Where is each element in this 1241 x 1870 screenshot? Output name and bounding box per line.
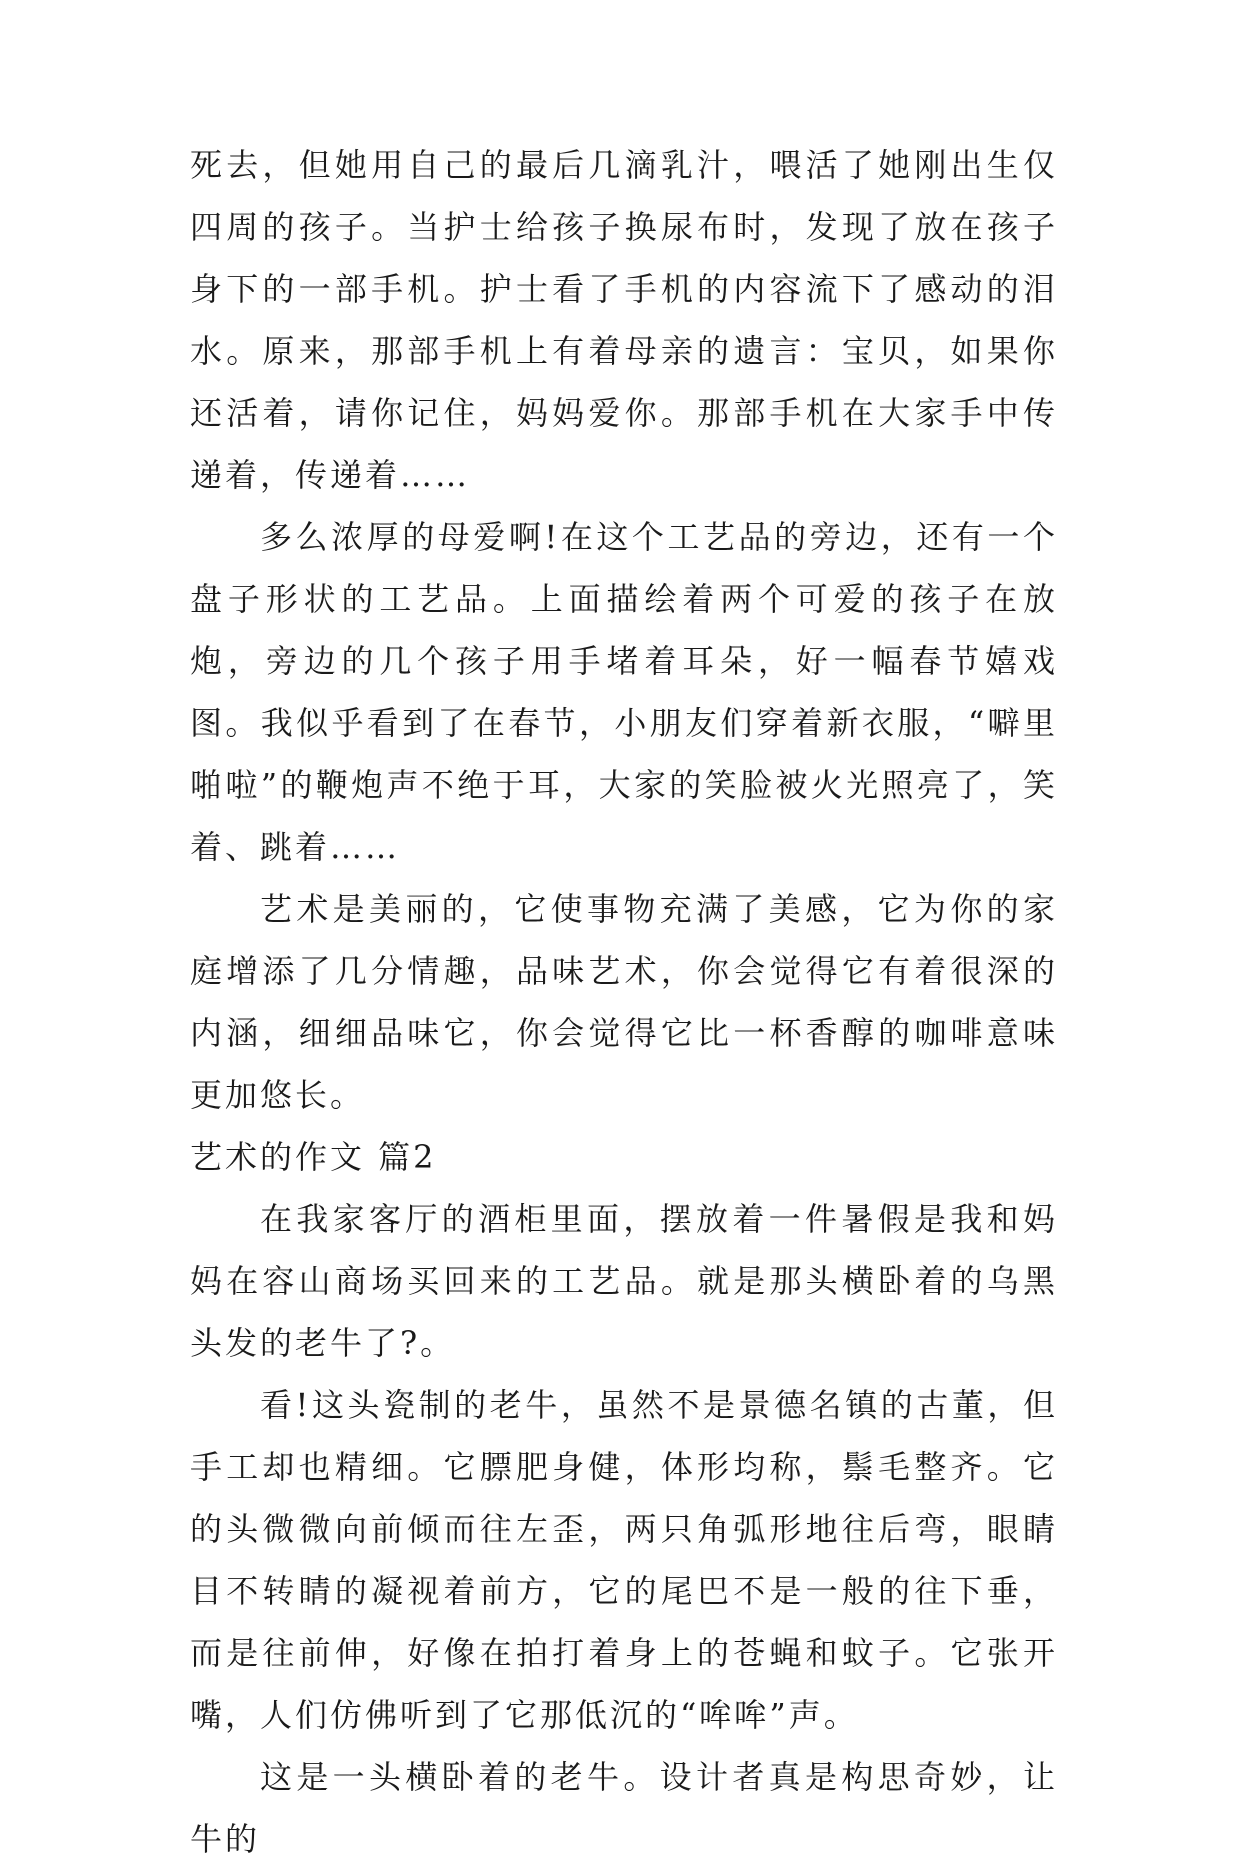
section-heading: 艺术的作文 篇2 bbox=[190, 1138, 437, 1176]
paragraph: 艺术是美丽的，它使事物充满了美感，它为你的家庭增添了几分情趣，品味艺术，你会觉得它有着很深的内涵，细细品味它，你会觉得它比一杯香醇的咖啡意味更加悠长。 bbox=[190, 890, 1058, 1114]
paragraph-continued: 死去，但她用自己的最后几滴乳汁，喂活了她刚出生仅四周的孩子。当护士给孩子换尿布时，发现了放在孩子身下的一部手机。护士看了手机的内容流下了感动的泪水。原来，那部手机上有着母亲的遗言：宝贝，如果你还活着，请你记住，妈妈爱你。那部手机在大家手中传递着，传递着…… bbox=[190, 146, 1058, 494]
paragraph: 多么浓厚的母爱啊!在这个工艺品的旁边，还有一个盘子形状的工艺品。上面描绘着两个可爱的孩子在放炮，旁边的几个孩子用手堵着耳朵，好一幅春节嬉戏图。我似乎看到了在春节，小朋友们穿着新衣服，“噼里啪啦”的鞭炮声不绝于耳，大家的笑脸被火光照亮了，笑着、跳着…… bbox=[190, 518, 1058, 866]
document-body bbox=[190, 134, 1058, 1870]
paragraph: 在我家客厅的酒柜里面，摆放着一件暑假是我和妈妈在容山商场买回来的工艺品。就是那头横卧着的乌黑头发的老牛了?。 bbox=[190, 1200, 1058, 1362]
paragraph: 看!这头瓷制的老牛，虽然不是景德名镇的古董，但手工却也精细。它膘肥身健，体形均称，鬃毛整齐。它的头微微向前倾而往左歪，两只角弧形地往后弯，眼睛目不转睛的凝视着前方，它的尾巴不是一般的往下垂，而是往前伸，好像在拍打着身上的苍蝇和蚊子。它张开嘴，人们仿佛听到了它那低沉的“哞哞”声。 bbox=[190, 1386, 1058, 1734]
paragraph: 这是一头横卧着的老牛。设计者真是构思奇妙，让牛的 bbox=[190, 1758, 1058, 1858]
